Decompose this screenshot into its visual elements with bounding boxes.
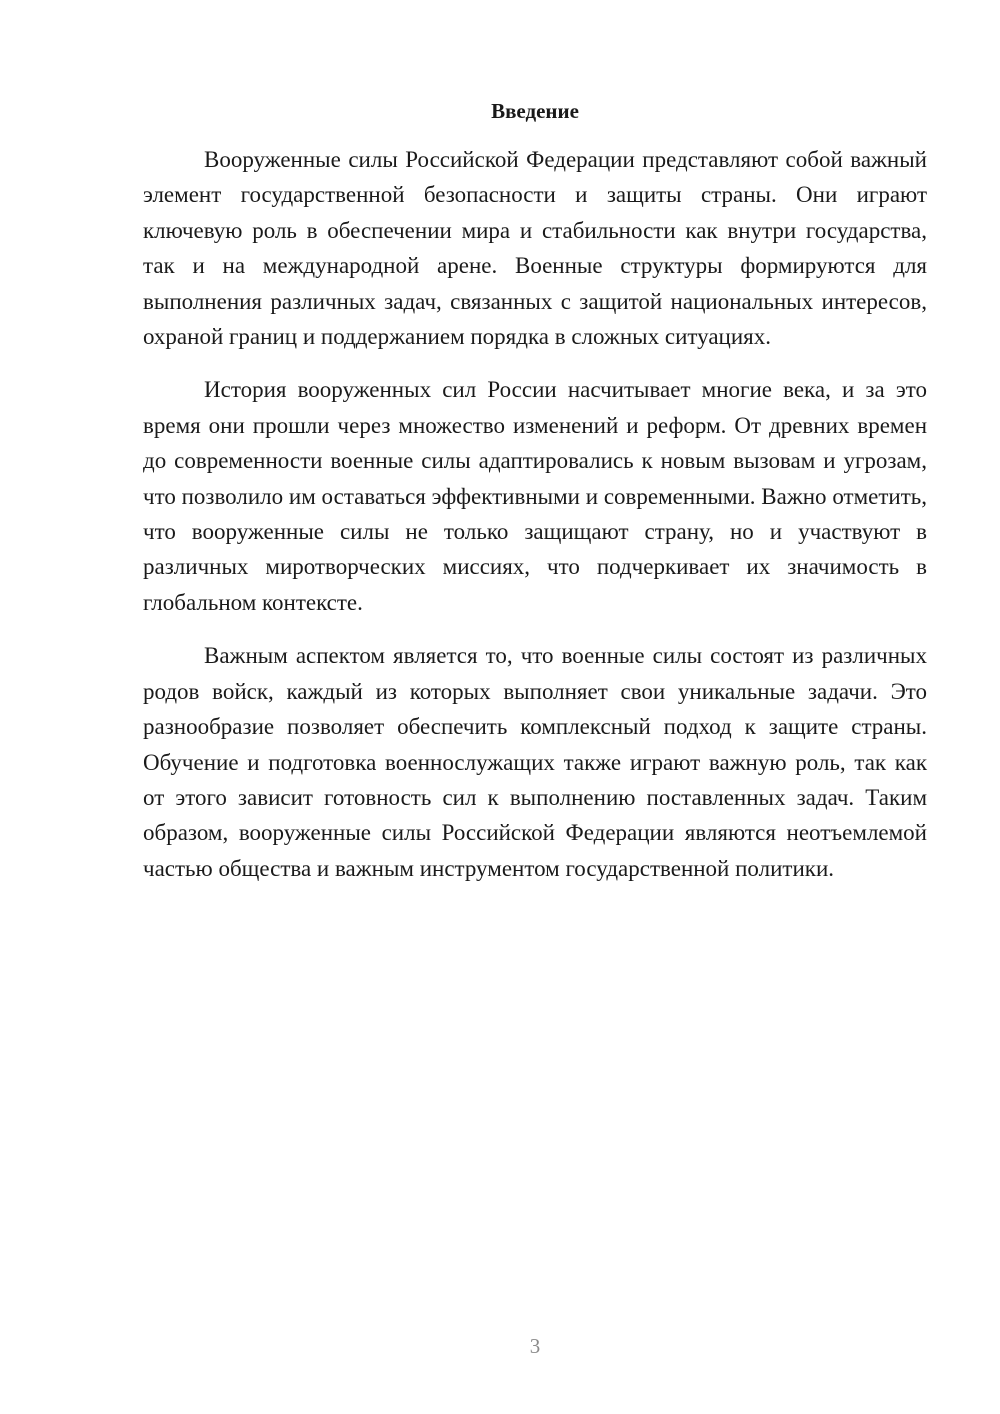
paragraph-2: История вооруженных сил России насчитывает многие века, и за это время они прошли через множество изменений и реформ. От древних времен до современности военные силы адаптировались к новым вызовам и угрозам, что позволило им оставаться эффективными и современными. Важно отметить, что вооруженные силы не только защищают страну, но и участвуют в различных миротворческих миссиях, что подчеркивает их значимость в глобальном контексте. bbox=[143, 377, 927, 615]
body-text bbox=[143, 142, 927, 904]
paragraph-1: Вооруженные силы Российской Федерации представляют собой важный элемент государственной безопасности и защиты страны. Они играют ключевую роль в обеспечении мира и стабильности как внутри государства, так и на международной арене. Военные структуры формируются для выполнения различных задач, связанных с защитой национальных интересов, охраной границ и поддержанием порядка в сложных ситуациях. bbox=[143, 147, 927, 350]
paragraph-3: Важным аспектом является то, что военные силы состоят из различных родов войск, каждый из которых выполняет свои уникальные задачи. Это разнообразие позволяет обеспечить комплексный подход к защите страны. Обучение и подготовка военнослужащих также играют важную роль, так как от этого зависит готовность сил к выполнению поставленных задач. Таким образом, вооруженные силы Российской Федерации являются неотъемлемой частью общества и важным инструментом государственной политики. bbox=[143, 643, 927, 881]
section-heading: Введение bbox=[491, 99, 579, 123]
page-number: 3 bbox=[529, 1334, 541, 1358]
